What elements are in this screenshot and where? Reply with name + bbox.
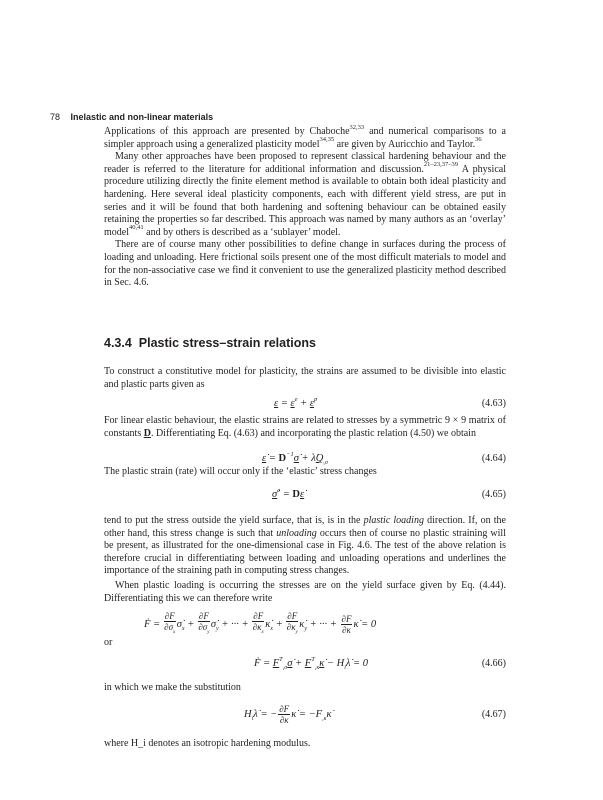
page-number: 78 [50,112,61,122]
equation-yield-differential: Ḟ = $\frac{\partial F}{\partial\sigma_x}$ $\sigmȧ_x$ + $\frac{\partial F}{\partial\sigma_y}$ $\sigmȧ_y$ + ··· + $\frac{\partial F}{\partial\kappa_x}$ $\kappȧ_x$ + $\frac{\partial F}{\partial\kappa_y}$ $\kappȧ_y$ + ··· + $\frac{\partial F}{\partial\kappa}$ κ̇ = 0 [144,611,377,635]
running-title: Inelastic and non-linear materials [70,112,214,122]
intro-text [104,123,506,290]
equation-4-65: σ̇$^e$ = Dε̇ (4.65) [272,486,506,500]
paragraph-9: in which we make the substitution [104,682,241,693]
paragraph-8: When plastic loading is occurring the stresses are on the yield surface given by Eq. (4.44). Differentiating this we can therefore write [104,580,506,604]
paragraph-7: tend to put the stress outside the yield surface, that is, is in the plastic loading direction. If, on the other hand, this stress change is such that unloading occurs then of course no plastic straining will be present, as illustrated for the one-dimensional case in Fig. 4.6. The test of the above relation is therefore crucial in differentiating between loading and unloading operations and underlines the importance of the straining path in computing stress changes. [104,515,506,577]
equation-4-63: $\varepsilon = \varepsilon^e + \varepsilon^p$ (4.63) [274,395,506,409]
paragraph-1: Applications of this approach are presented by Chaboche$^{32,33}$ and numerical comparisons to a simpler approach using a generalized plasticity model$^{34,35}$ are given by Auricchio and Taylor.$^{36}$ [104,123,506,150]
section-heading: 4.3.4 Plastic stress–strain relations [104,336,316,350]
paragraph-4: To construct a constitutive model for plasticity, the strains are assumed to be divisible into elastic and plastic parts given as [104,366,506,390]
equation-4-66: Ḟ = $F^T_{,\sigma}\sigmȧ$ + $F^T_{,\kappa}\kappȧ$ − $H_i\lambdȧ = 0$ (4.66) [254,655,506,672]
paragraph-2: Many other approaches have been proposed to represent classical hardening behaviour and the reader is referred to the literature for additional information and discussion.$^{21-23,37-39}$ A physical procedure utilizing directly the finite element method is available to obtain both ideal plasticity and hardening. Here several ideal plasticity components, each with different yield stress, are put in series and it will be found that both hardening and softening behaviour can be obtained easily retaining the properties so far described. This approach was named by many authors as an ‘overlay’ model$^{40,41}$ and by others is described as a ‘sublayer’ model. [104,151,506,238]
equation-4-67: $H_i\lambdȧ$ = − $\frac{\partial F}{\partial\kappa}$ κ̇ = $-F_{,\kappa}\kappȧ$ (4.67) [244,704,506,725]
paragraph-10: where H_i denotes an isotropic hardening modulus. [104,738,311,749]
paragraph-5: For linear elastic behaviour, the elastic strains are related to stresses by a symmetric 9 × 9 matrix of constants D. Differentiating Eq. (4.63) and incorporating the plastic relation (4.50) we obtain [104,415,506,439]
running-header [50,112,213,122]
or-text: or [104,637,113,648]
paragraph-3: There are of course many other possibilities to define change in surfaces during the process of loading and unloading. Here frictional soils present one of the most difficult materials to model and for the non-associative case we find it convenient to use the generalized plasticity method described in Sec. 4.6. [104,239,506,289]
paragraph-6: The plastic strain (rate) will occur only if the ‘elastic’ stress changes [104,466,377,477]
equation-4-64: ε̇ = $D^{-1}\sigmȧ$ + $\lambdȧQ_{,\sigma}$ (4.64) [262,450,506,467]
